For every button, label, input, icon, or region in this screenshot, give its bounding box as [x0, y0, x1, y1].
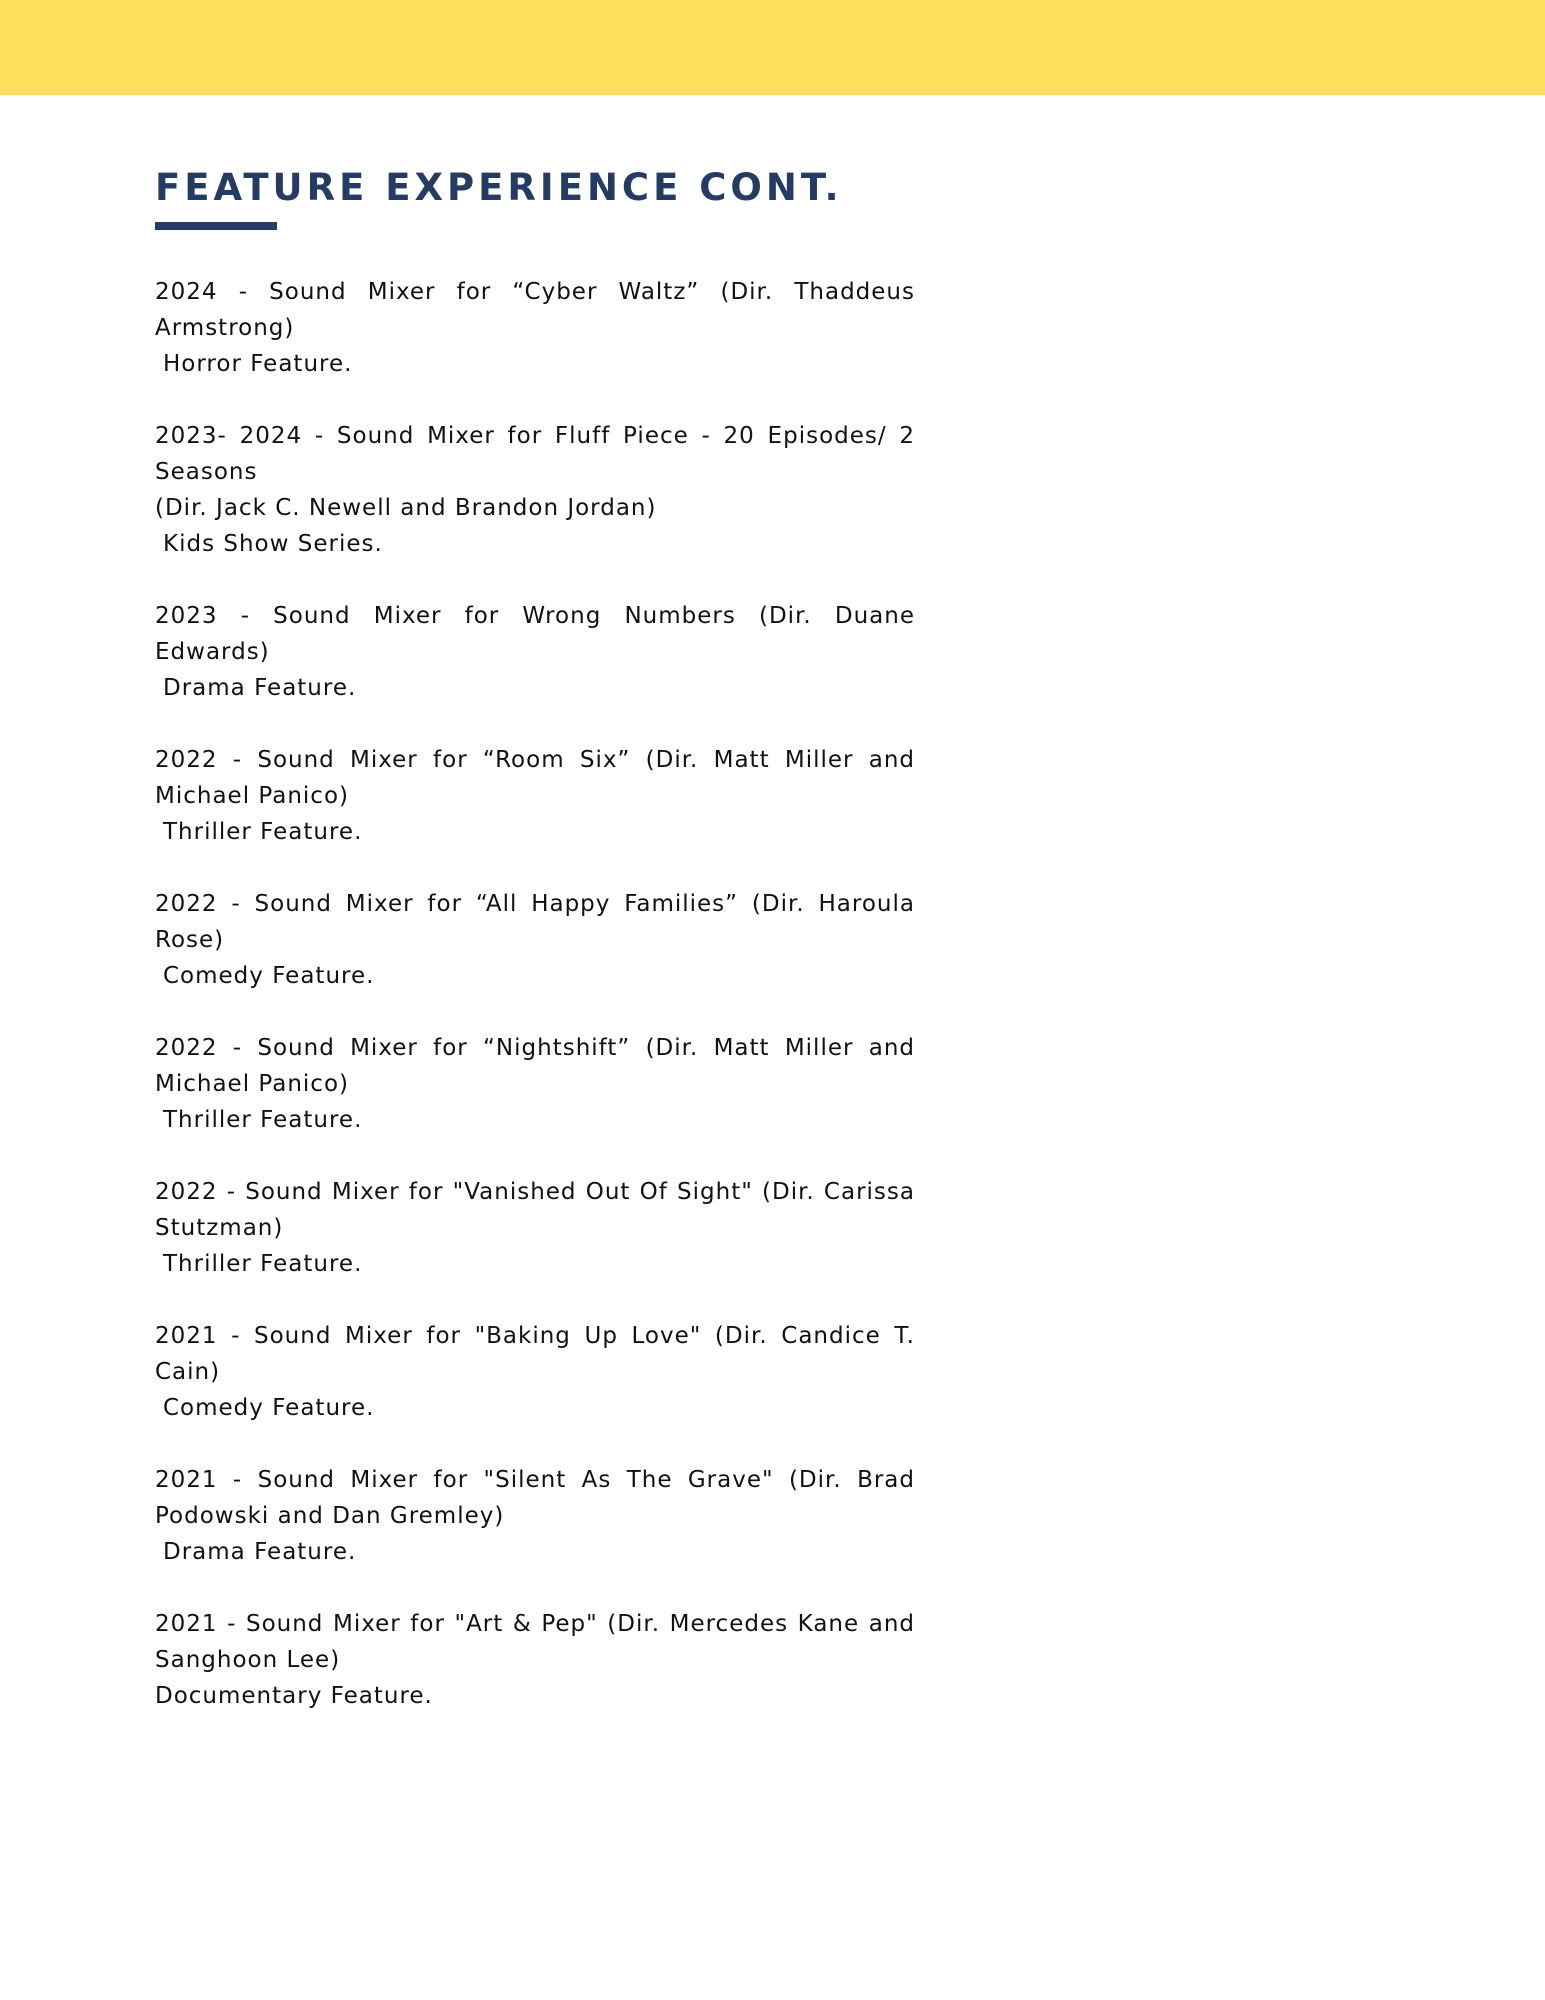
header-band [0, 0, 1545, 95]
entry-genre: Comedy Feature. [163, 1395, 375, 1421]
entry-heading: 2022 - Sound Mixer for "Vanished Out Of Sight" (Dir. Carissa Stutzman) [155, 1179, 915, 1241]
entry-directors: (Dir. Jack C. Newell and Brandon Jordan) [155, 495, 657, 521]
entry-item [155, 598, 915, 706]
entry-item [155, 418, 915, 562]
entry-item [155, 1174, 915, 1282]
entry-item [155, 742, 915, 850]
entry-genre: Documentary Feature. [155, 1683, 433, 1709]
entry-item [155, 1462, 915, 1570]
entry-genre: Thriller Feature. [163, 1251, 363, 1277]
entry-item [155, 1030, 915, 1138]
title-underline [155, 222, 277, 230]
entry-heading: 2022 - Sound Mixer for “Nightshift” (Dir. Matt Miller and Michael Panico) [155, 1035, 915, 1097]
entry-item [155, 1318, 915, 1426]
entry-genre: Drama Feature. [163, 675, 357, 701]
feature-experience-section [155, 160, 915, 1750]
entry-item [155, 274, 915, 382]
entry-heading: 2022 - Sound Mixer for “Room Six” (Dir. Matt Miller and Michael Panico) [155, 747, 915, 809]
entry-heading: 2023- 2024 - Sound Mixer for Fluff Piece - 20 Episodes/ 2 Seasons [155, 423, 915, 485]
entry-genre: Kids Show Series. [163, 531, 383, 557]
section-title: FEATURE EXPERIENCE CONT. [155, 166, 843, 209]
entry-heading: 2021 - Sound Mixer for "Baking Up Love" (Dir. Candice T. Cain) [155, 1323, 915, 1385]
entry-genre: Comedy Feature. [163, 963, 375, 989]
entry-item [155, 886, 915, 994]
entry-heading: 2023 - Sound Mixer for Wrong Numbers (Dir. Duane Edwards) [155, 603, 915, 665]
entry-heading: 2024 - Sound Mixer for “Cyber Waltz” (Dir. Thaddeus Armstrong) [155, 279, 915, 341]
entry-heading: 2022 - Sound Mixer for “All Happy Families” (Dir. Haroula Rose) [155, 891, 915, 953]
entry-genre: Thriller Feature. [163, 1107, 363, 1133]
entry-heading: 2021 - Sound Mixer for "Art & Pep" (Dir. Mercedes Kane and Sanghoon Lee) [155, 1611, 915, 1673]
entry-genre: Drama Feature. [163, 1539, 357, 1565]
entry-genre: Horror Feature. [163, 351, 353, 377]
entry-item [155, 1606, 915, 1714]
entry-list [155, 274, 915, 1714]
entry-genre: Thriller Feature. [163, 819, 363, 845]
entry-heading: 2021 - Sound Mixer for "Silent As The Grave" (Dir. Brad Podowski and Dan Gremley) [155, 1467, 915, 1529]
